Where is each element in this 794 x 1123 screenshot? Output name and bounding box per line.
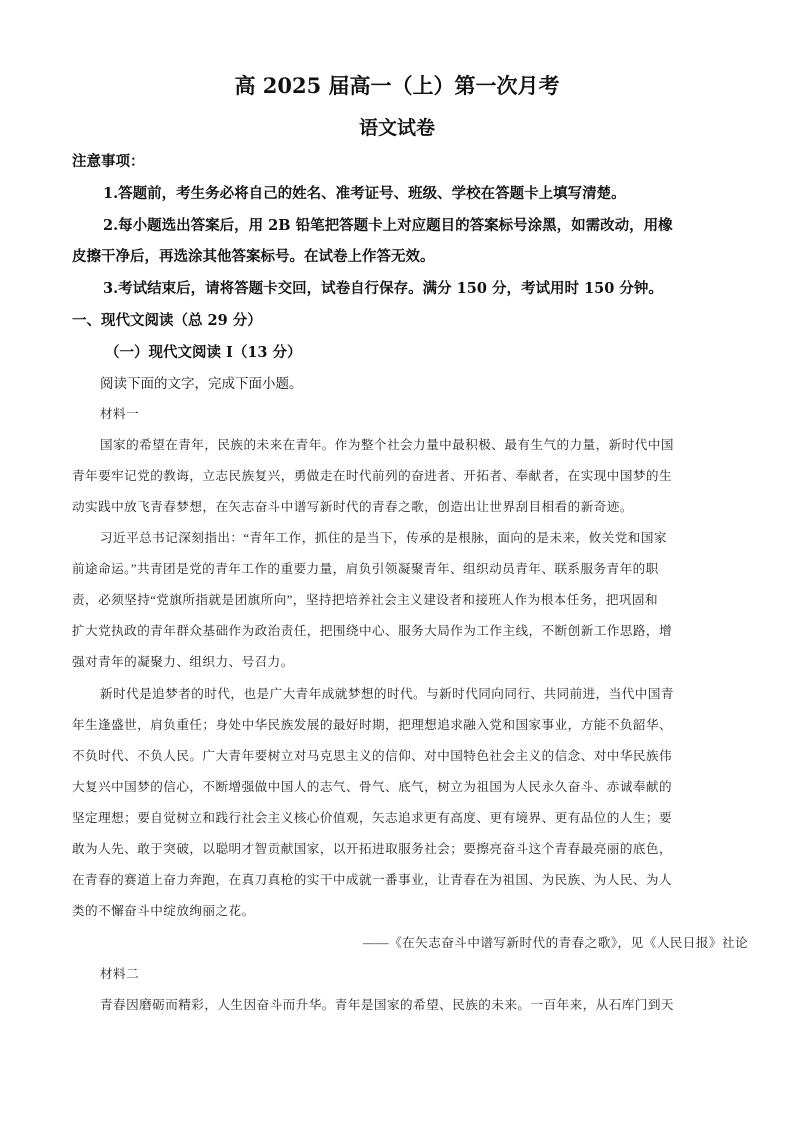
exam-title: 高 2025 届高一（上）第一次月考 (234, 73, 560, 98)
material-1-p3-line: 在青春的赛道上奋力奔跑，在真刀真枪的实干中成就一番事业，让青春在为祖国、为民族、为人民、为人 (72, 873, 673, 887)
material-1-p2-line: 强对青年的凝聚力、组织力、号召力。 (72, 655, 294, 669)
notice-heading: 注意事项： (72, 153, 145, 170)
exam-subtitle: 语文试卷 (358, 117, 435, 139)
section-1-heading: 一、现代文阅读（总 29 分） (72, 312, 262, 329)
material-1-p2-line: 习近平总书记深刻指出：“青年工作，抓住的是当下，传承的是根脉，面向的是未来，攸关党和国家 (100, 531, 667, 545)
notice-item-3: 3.考试结束后，请将答题卡交回，试卷自行保存。满分 150 分，考试用时 150 分钟。 (103, 280, 663, 297)
material-1-p2-line: 责，必须坚持“党旗所指就是团旗所向”，坚持把培养社会主义建设者和接班人作为根本任务，把巩固和 (72, 593, 659, 607)
notice-item-2-line-2: 皮擦干净后，再选涂其他答案标号。在试卷上作答无效。 (72, 248, 435, 265)
material-1-p1-line: 动实践中放飞青春梦想，在矢志奋斗中谱写新时代的青春之歌，创造出让世界刮目相看的新奇迹。 (72, 500, 633, 514)
material-2-p1-line: 青春因磨砺而精彩，人生因奋斗而升华。青年是国家的希望、民族的未来。一百年来，从石库门到天 (100, 998, 674, 1012)
reading-instruction: 阅读下面的文字，完成下面小题。 (100, 376, 303, 392)
section-1-subheading: （一）现代文阅读 I（13 分） (105, 344, 302, 361)
material-1-p3-line: 敢为人先、敢于突破，以聪明才智贡献国家，以开拓进取服务社会；要擦亮奋斗这个青春最亮丽的底色， (72, 842, 673, 856)
material-1-label: 材料一 (100, 407, 140, 421)
material-1-p3-line: 不负时代、不负人民。广大青年要树立对马克思主义的信仰、对中国特色社会主义的信念、对中华民族伟 (72, 749, 673, 763)
material-1-p3-line: 年生逢盛世，肩负重任；身处中华民族发展的最好时期，把理想追求融入党和国家事业，方能不负韶华、 (72, 718, 673, 732)
notice-item-1: 1.答题前，考生务必将自己的姓名、准考证号、班级、学校在答题卡上填写清楚。 (103, 185, 626, 202)
material-1-p1-line: 国家的希望在青年，民族的未来在青年。作为整个社会力量中最积极、最有生气的力量，新时代中国 (100, 438, 674, 452)
material-1-p1-line: 青年要牢记党的教诲，立志民族复兴，勇做走在时代前列的奋进者、开拓者、奉献者，在实现中国梦的生 (72, 469, 673, 483)
material-1-p2-line: 扩大党执政的青年群众基础作为政治责任，把围绕中心、服务大局作为工作主线，不断创新工作思路，增 (72, 624, 673, 638)
material-1-p3-line: 新时代是追梦者的时代，也是广大青年成就梦想的时代。与新时代同向同行、共同前进，当代中国青 (100, 687, 674, 701)
material-1-p3-line: 坚定理想；要自觉树立和践行社会主义核心价值观，矢志追求更有高度、更有境界、更有品位的人生；要 (72, 811, 673, 825)
material-1-source: ——《在矢志奋斗中谱写新时代的青春之歌》，见《人民日报》社论 (362, 936, 748, 950)
material-1-p3-line: 类的不懈奋斗中绽放绚丽之花。 (72, 904, 255, 918)
material-1-p3-line: 大复兴中国梦的信心，不断增强做中国人的志气、骨气、底气，树立为祖国为人民永久奋斗、赤诚奉献的 (72, 780, 673, 794)
material-2-label: 材料二 (100, 967, 140, 981)
material-1-p2-line: 前途命运。”共青团是党的青年工作的重要力量，肩负引领凝聚青年、组织动员青年、联系服务青年的职 (72, 562, 659, 576)
notice-item-2-line-1: 2.每小题选出答案后，用 2B 铅笔把答题卡上对应题目的答案标号涂黑，如需改动，用橡 (103, 217, 673, 234)
